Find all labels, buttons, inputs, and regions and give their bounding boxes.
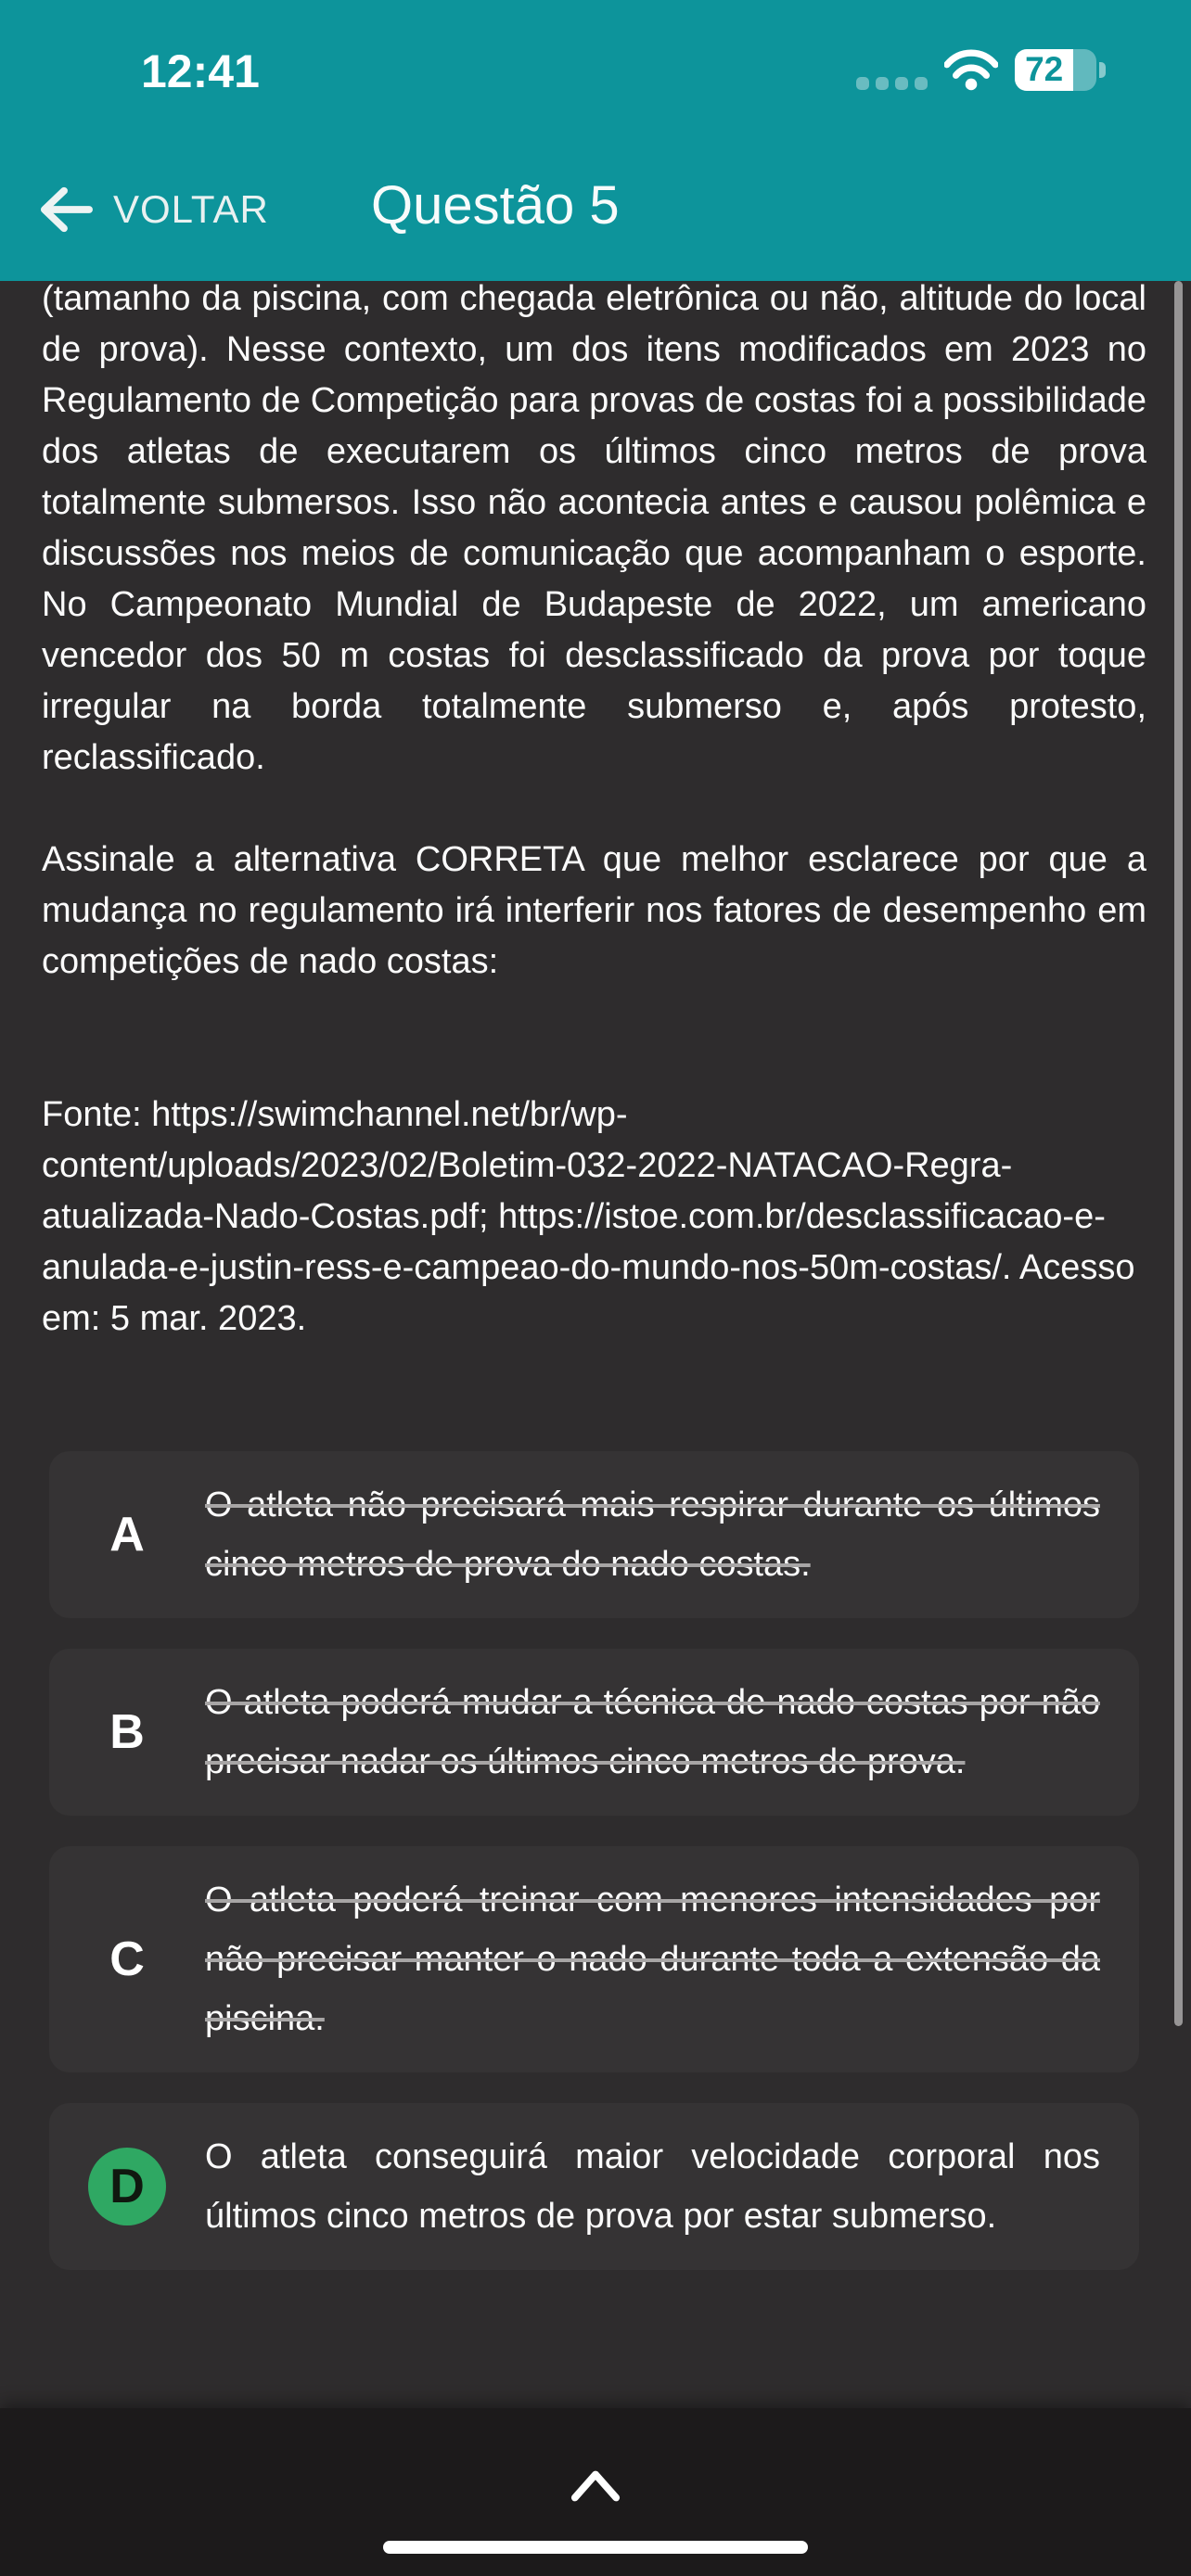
question-intro-text: (tamanho da piscina, com chegada eletrônica ou não, altitude do local de prova). Nesse contexto, um dos itens modificados em 2023 no Regulamento de Competição para provas de costas foi a possibilidade dos atletas de executarem os últimos cinco metros de prova totalmente submersos. Isso não acontecia antes e causou polêmica e discussões nos meios de comunicação que acompanham o esporte. No Campeonato Mundial de Budapeste de 2022, um americano vencedor dos 50 m costas foi desclassificado da prova por toque irregular na borda totalmente submerso e, após protesto, reclassificado.	[42, 281, 1146, 777]
back-arrow-icon	[37, 184, 95, 236]
option-letter: B	[109, 1705, 145, 1759]
header	[0, 0, 1191, 281]
battery-cap	[1099, 62, 1106, 78]
option-card-c[interactable]	[49, 1846, 1139, 2072]
question-prompt: Assinale a alternativa CORRETA que melhor esclarece por que a mudança no regulamento irá interferir nos fatores de desempenho em competições de nado costas:	[42, 840, 1146, 981]
option-card-d[interactable]	[49, 2103, 1139, 2270]
option-letter-badge-correct: D	[88, 2148, 166, 2225]
option-text: O atleta poderá treinar com menores intensidades por não precisar manter o nado durante toda a extensão da piscina.	[205, 1881, 1100, 2038]
wifi-icon	[944, 49, 998, 91]
option-text: O atleta não precisará mais respirar durante os últimos cinco metros de prova do nado costas.	[205, 1486, 1100, 1584]
options-list	[42, 1451, 1146, 2270]
status-icons	[856, 46, 1106, 91]
back-button[interactable]	[37, 184, 269, 236]
option-card-b[interactable]	[49, 1649, 1139, 1816]
status-time: 12:41	[141, 45, 260, 97]
source-citation: Fonte: https://swimchannel.net/br/wp-content/uploads/2023/02/Boletim-032-2022-NATACAO-Regra-atualizada-Nado-Costas.pdf; https://istoe.com.br/desclassificacao-e-anulada-e-justin-ress-e-campeao-do-mundo-nos-50m-costas/. Acesso em: 5 mar. 2023.	[42, 1095, 1135, 1338]
option-text: O atleta conseguirá maior velocidade corporal nos últimos cinco metros de prova por estar submerso.	[205, 2137, 1100, 2236]
battery-percent: 72	[1025, 49, 1064, 88]
back-button-label: VOLTAR	[113, 187, 269, 231]
chevron-up-icon[interactable]	[569, 2468, 622, 2505]
scrollbar[interactable]	[1174, 281, 1183, 2026]
option-text: O atleta poderá mudar a técnica de nado costas por não precisar nadar os últimos cinco metros de prova.	[205, 1683, 1100, 1781]
question-scroll-area[interactable]	[0, 281, 1191, 2408]
option-letter: C	[109, 1932, 145, 1986]
home-indicator[interactable]	[383, 2541, 808, 2554]
cellular-signal-icon	[856, 77, 928, 91]
page-title: Questão 5	[371, 175, 620, 236]
option-card-a[interactable]	[49, 1451, 1139, 1618]
battery-indicator	[1015, 49, 1106, 91]
bottom-bar	[0, 2408, 1191, 2576]
option-letter: A	[109, 1508, 145, 1562]
